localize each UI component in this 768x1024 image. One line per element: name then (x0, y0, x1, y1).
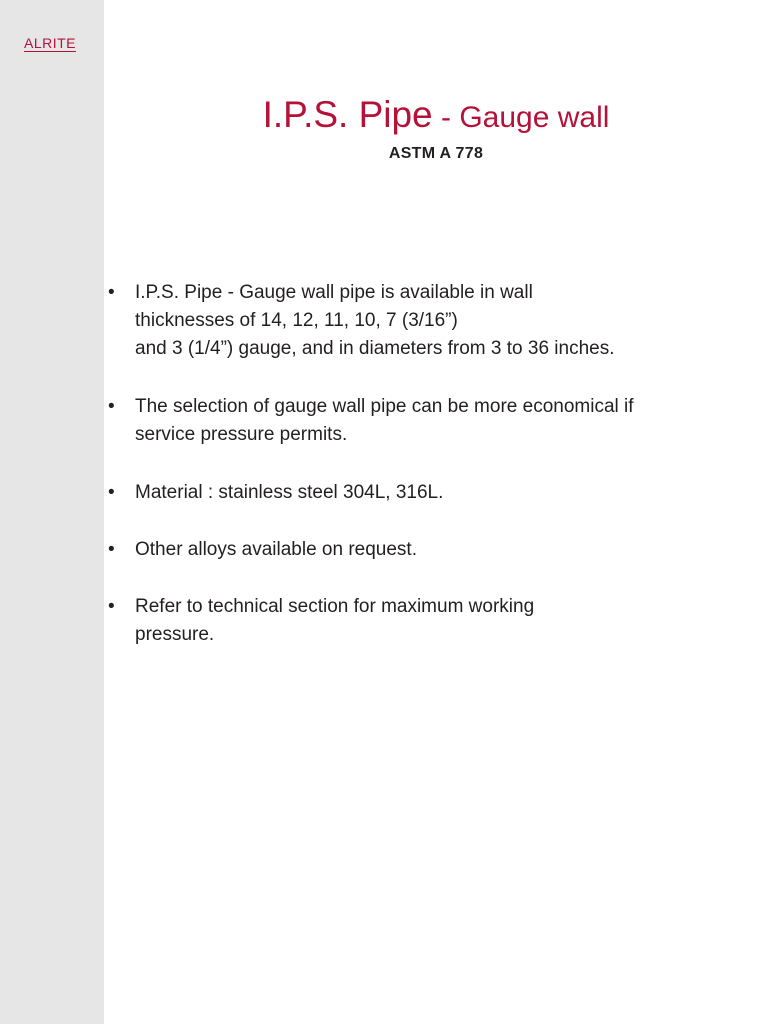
bullet-line: I.P.S. Pipe - Gauge wall pipe is available in wall (135, 282, 533, 303)
bullet-dot: • (108, 539, 115, 560)
standard-subtitle: ASTM A 778 (388, 145, 484, 162)
left-sidebar-band (0, 0, 104, 1024)
bullet-dot: • (108, 282, 115, 303)
title-separator: - (432, 101, 460, 134)
bullet-line: Other alloys available on request. (135, 539, 417, 560)
bullet-line: The selection of gauge wall pipe can be more economical if (135, 396, 634, 417)
bullet-other-alloys (108, 536, 728, 564)
bullet-dot: • (108, 482, 115, 503)
feature-bullet-list (108, 279, 728, 679)
bullet-line: and 3 (1/4”) gauge, and in diameters from 3 to 36 inches. (135, 338, 615, 359)
bullet-dot: • (108, 396, 115, 417)
bullet-line: service pressure permits. (135, 424, 348, 445)
bullet-line: Refer to technical section for maximum working (135, 596, 535, 617)
bullet-line: pressure. (135, 624, 215, 645)
bullet-availability (108, 279, 728, 363)
title-sub: Gauge wall (459, 101, 610, 134)
bullet-line: thicknesses of 14, 12, 11, 10, 7 (3/16”) (135, 310, 458, 331)
bullet-economy (108, 393, 728, 449)
alrite-logo: ALRITE (24, 35, 77, 51)
bullet-material (108, 479, 728, 507)
bullet-technical-reference (108, 593, 728, 649)
bullet-dot: • (108, 596, 115, 617)
bullet-line: Material : stainless steel 304L, 316L. (135, 482, 444, 503)
page-title (104, 94, 768, 136)
title-main: I.P.S. Pipe (262, 94, 433, 135)
